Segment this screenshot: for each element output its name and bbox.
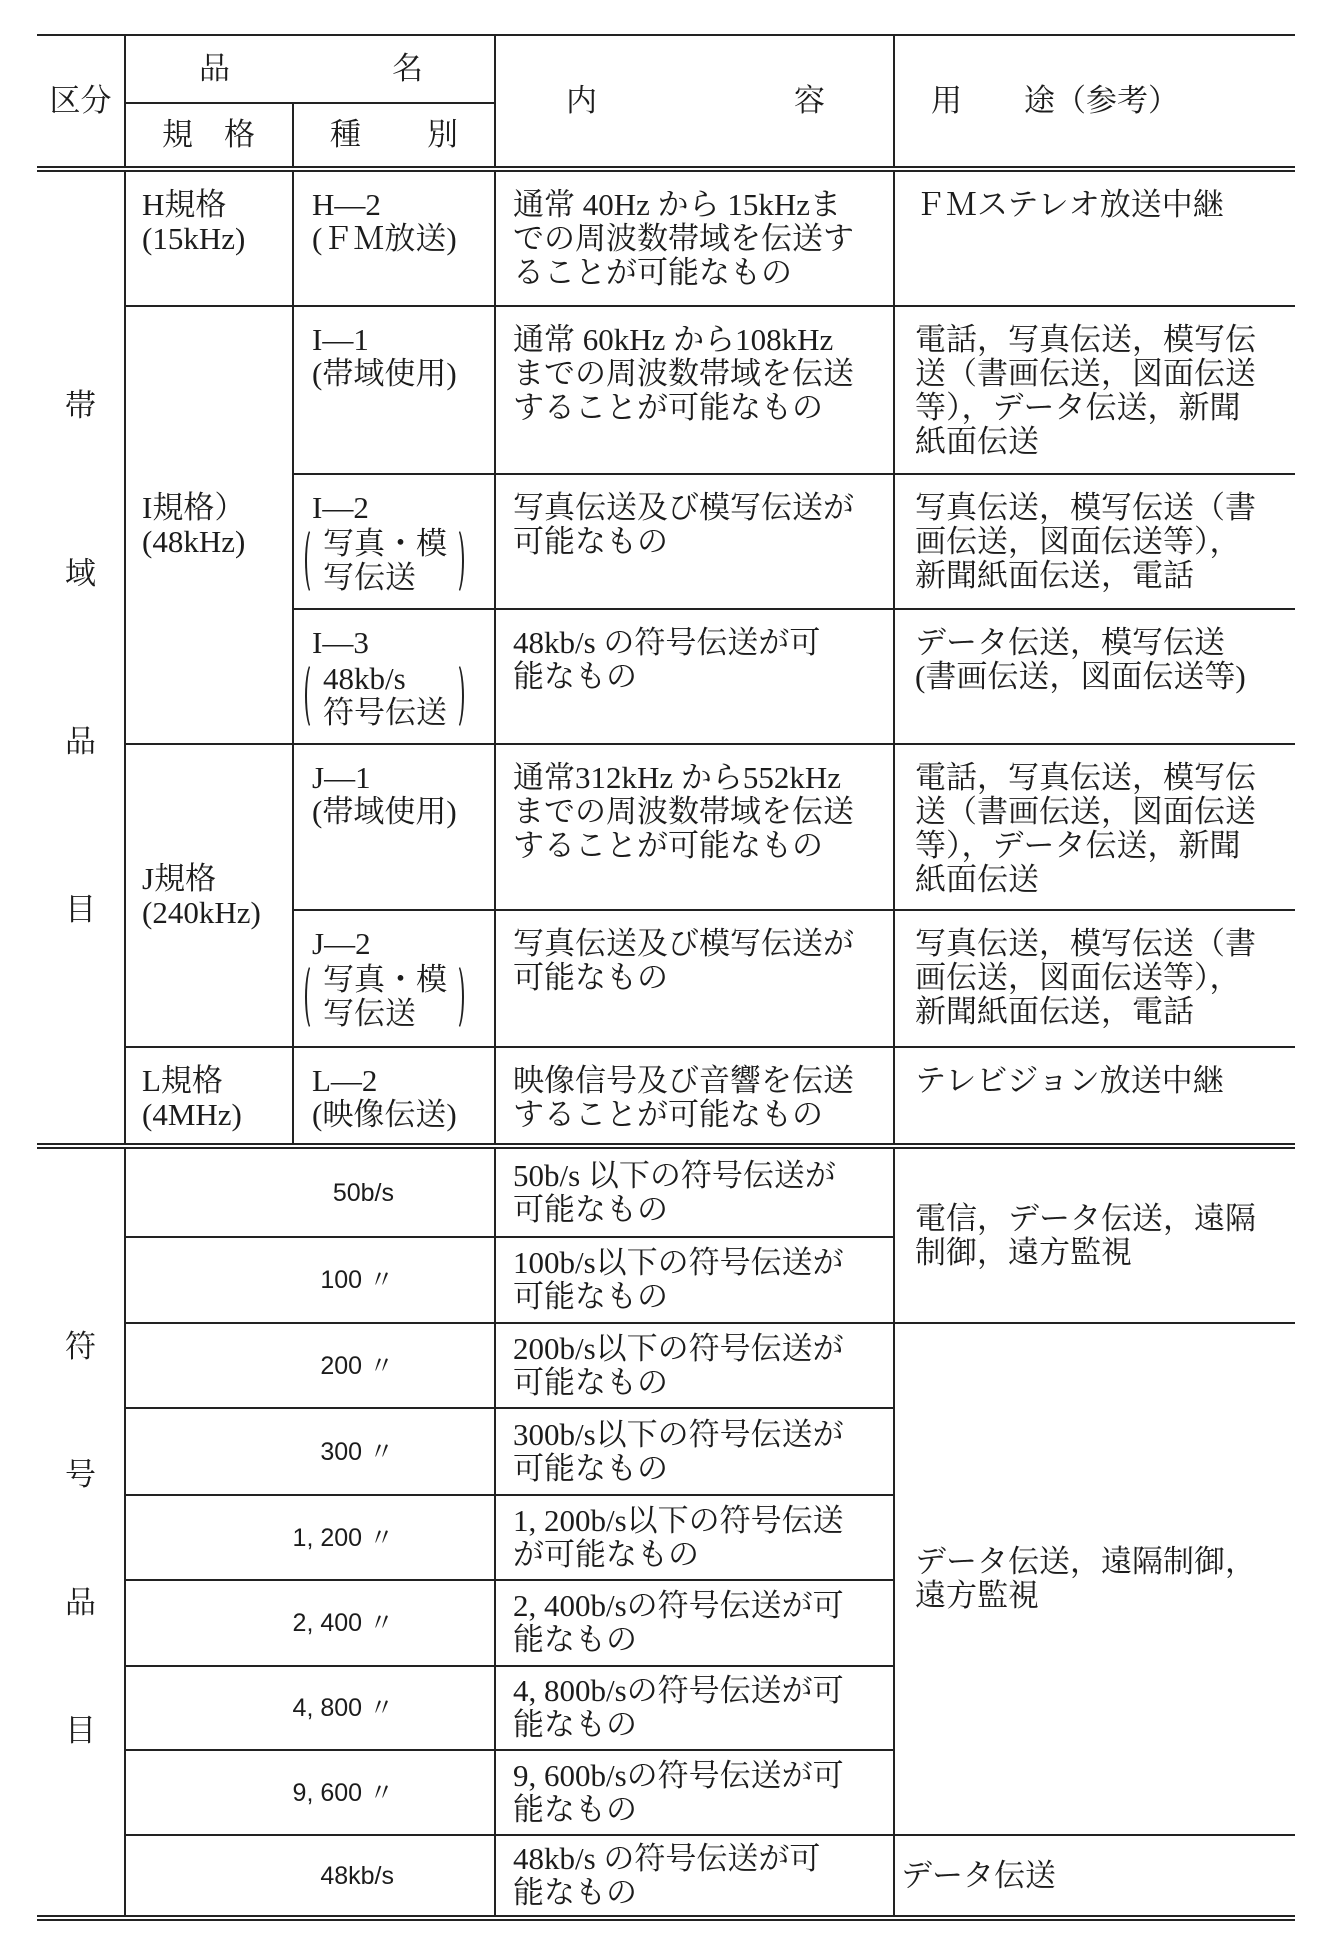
rate-cell <box>125 1237 495 1323</box>
use-cell <box>894 1323 1295 1835</box>
table-row <box>37 1146 1295 1237</box>
line-category-table <box>37 34 1295 1921</box>
type-note-bracketed <box>305 963 494 1031</box>
type-code: H—2 <box>312 187 381 222</box>
section-label-char: 目 <box>65 891 96 927</box>
use-text: 電信，データ伝送，遠隔 制御，遠方監視 <box>915 1200 1256 1270</box>
header-category <box>37 35 125 169</box>
header-type-char: 種 <box>330 117 361 152</box>
header-content-char: 容 <box>794 83 825 118</box>
type-note-line: 写真・模 <box>323 526 447 561</box>
type-note-lines <box>320 527 449 595</box>
type-cell <box>293 744 495 910</box>
use-cell <box>894 910 1295 1047</box>
table-row <box>37 169 1295 306</box>
content-cell <box>495 474 894 609</box>
standard-cell <box>125 306 293 744</box>
content-cell <box>495 1666 894 1750</box>
rate-label: 300 〃 <box>320 1437 394 1466</box>
type-code: J—1 <box>312 760 371 795</box>
rate-label: 200 〃 <box>320 1351 394 1380</box>
standard-band: (4MHz) <box>142 1097 242 1132</box>
type-code: J—2 <box>312 926 371 961</box>
type-cell <box>293 306 495 474</box>
type-cell <box>293 609 495 744</box>
type-code: L—2 <box>312 1063 378 1098</box>
type-note: (映像伝送) <box>312 1097 457 1132</box>
content-text: 9, 600b/sの符号伝送が可 能なもの <box>513 1757 844 1827</box>
content-text: 写真伝送及び模写伝送が 可能なもの <box>513 926 854 995</box>
section-label-code <box>37 1146 125 1918</box>
content-cell <box>495 910 894 1047</box>
standard-band: (240kHz) <box>142 894 261 930</box>
section-label <box>37 389 124 927</box>
use-cell <box>894 169 1295 306</box>
header-product-name <box>125 35 495 103</box>
rate-label: 9, 600 〃 <box>292 1778 394 1807</box>
section-label-char: 品 <box>65 1585 96 1620</box>
section-label-char: 品 <box>65 723 96 759</box>
type-note-bracketed <box>305 662 494 730</box>
rate-label: 4, 800 〃 <box>292 1694 394 1722</box>
content-text: 写真伝送及び模写伝送が 可能なもの <box>513 490 854 559</box>
content-text: 通常312kHz から552kHz までの周波数帯域を伝送 することが可能なもの <box>513 760 854 863</box>
header-use-label: 用 途（参考） <box>931 83 1179 118</box>
header-type-char: 別 <box>427 117 458 152</box>
rate-label: 100 〃 <box>320 1266 394 1294</box>
section-label-char: 域 <box>65 555 96 591</box>
section-label-char: 目 <box>65 1713 96 1748</box>
content-cell <box>495 1323 894 1408</box>
section-label-char: 号 <box>65 1457 96 1492</box>
use-text: 写真伝送，模写伝送（書 画伝送，図面伝送等）， 新聞紙面伝送，電話 <box>915 926 1256 1029</box>
header-category-label: 区分 <box>49 83 112 118</box>
standard-name: L規格 <box>142 1063 223 1098</box>
content-text: 48kb/s の符号伝送が可 能なもの <box>513 625 821 694</box>
right-bracket-shape <box>449 963 464 1031</box>
content-text: 300b/s以下の符号伝送が 可能なもの <box>513 1416 844 1486</box>
content-cell <box>495 1146 894 1237</box>
header-use <box>894 35 1295 169</box>
type-note-line: 写伝送 <box>323 560 416 595</box>
content-cell <box>495 1495 894 1580</box>
type-note-line: 写伝送 <box>323 996 416 1031</box>
type-note-lines <box>320 963 449 1031</box>
table-row <box>37 744 1295 910</box>
section-label-char: 帯 <box>65 387 96 423</box>
type-note: (帯域使用) <box>312 794 457 829</box>
use-text: データ伝送 <box>901 1857 1056 1893</box>
rate-label: 48kb/s <box>320 1861 394 1890</box>
content-cell <box>495 1047 894 1146</box>
content-text: 通常 40Hz から 15kHzま での周波数帯域を伝送す ることが可能なもの <box>513 187 854 290</box>
standard-name: I規格） <box>142 490 246 525</box>
use-text: ＦＭステレオ放送中継 <box>915 187 1224 222</box>
standard-band: (48kHz) <box>142 524 246 559</box>
standard-name: H規格 <box>142 187 227 222</box>
header-content <box>495 35 894 169</box>
rate-cell <box>125 1146 495 1237</box>
rate-cell <box>125 1323 495 1408</box>
type-cell <box>293 1047 495 1146</box>
type-note-lines <box>320 662 449 730</box>
type-note-bracketed <box>305 527 494 595</box>
content-cell <box>495 609 894 744</box>
content-text: 200b/s以下の符号伝送が 可能なもの <box>513 1330 844 1400</box>
use-text: データ伝送，遠隔制御， 遠方監視 <box>915 1544 1256 1613</box>
content-cell <box>495 1580 894 1666</box>
rate-cell <box>125 1835 495 1918</box>
content-text: 映像信号及び音響を伝送 することが可能なもの <box>513 1063 854 1132</box>
rate-cell <box>125 1750 495 1835</box>
table-row <box>37 1047 1295 1146</box>
standard-band: (15kHz) <box>142 221 246 256</box>
left-bracket-shape <box>305 527 320 595</box>
use-cell <box>894 1146 1295 1323</box>
header-product-name-char: 名 <box>392 51 423 86</box>
rate-label: 50b/s <box>332 1178 394 1207</box>
content-cell <box>495 744 894 910</box>
type-cell <box>293 474 495 609</box>
type-note-line: 48kb/s <box>323 661 406 696</box>
header-standard <box>125 103 293 169</box>
content-text: 1, 200b/s以下の符号伝送 が可能なもの <box>513 1502 844 1572</box>
use-cell <box>894 306 1295 474</box>
table-row <box>37 306 1295 474</box>
section-label <box>37 1316 124 1748</box>
header-row <box>37 35 1295 103</box>
header-type-label <box>294 118 494 152</box>
header-standard-char: 格 <box>224 117 255 152</box>
content-text: 100b/s以下の符号伝送が 可能なもの <box>513 1245 844 1314</box>
content-text: 50b/s 以下の符号伝送が 可能なもの <box>513 1157 836 1227</box>
standard-cell <box>125 744 293 1047</box>
use-text: 写真伝送，模写伝送（書 画伝送，図面伝送等）， 新聞紙面伝送，電話 <box>915 490 1256 593</box>
use-cell <box>894 1835 1295 1918</box>
header-product-name-label <box>126 52 494 86</box>
type-note: (ＦＭ放送) <box>312 221 457 256</box>
table-row <box>37 1835 1295 1918</box>
rate-cell <box>125 1495 495 1580</box>
use-text: 電話，写真伝送，模写伝 送（書画伝送，図面伝送 等），データ伝送，新聞 紙面伝送 <box>915 760 1256 897</box>
content-cell <box>495 1237 894 1323</box>
rate-cell <box>125 1666 495 1750</box>
use-text: 電話，写真伝送，模写伝 送（書画伝送，図面伝送 等），データ伝送，新聞 紙面伝送 <box>915 322 1256 459</box>
use-cell <box>894 1047 1295 1146</box>
left-bracket-shape <box>305 963 320 1031</box>
header-content-char: 内 <box>566 83 597 118</box>
standard-cell <box>125 1047 293 1146</box>
type-cell <box>293 910 495 1047</box>
header-product-name-char: 品 <box>199 51 230 86</box>
type-code: I—3 <box>312 625 369 660</box>
content-cell <box>495 169 894 306</box>
header-content-label <box>496 84 893 118</box>
type-note-line: 写真・模 <box>323 962 447 997</box>
content-text: 2, 400b/sの符号伝送が可 能なもの <box>513 1588 844 1657</box>
use-text: テレビジョン放送中継 <box>915 1063 1224 1098</box>
rate-label: 2, 400 〃 <box>292 1609 394 1637</box>
header-standard-char: 規 <box>162 117 193 152</box>
type-note-line: 符号伝送 <box>323 695 447 730</box>
section-label-char: 符 <box>65 1329 96 1364</box>
header-type <box>293 103 495 169</box>
rate-label: 1, 200 〃 <box>292 1523 394 1552</box>
content-cell <box>495 1408 894 1495</box>
type-code: I—1 <box>312 322 369 357</box>
content-cell <box>495 1835 894 1918</box>
right-bracket-shape <box>449 662 464 730</box>
standard-name: J規格 <box>142 860 217 896</box>
content-text: 通常 60kHz から108kHz までの周波数帯域を伝送 することが可能なもの <box>513 322 854 425</box>
content-text: 48kb/s の符号伝送が可 能なもの <box>513 1840 821 1910</box>
use-cell <box>894 609 1295 744</box>
header-standard-label <box>126 118 292 152</box>
right-bracket-shape <box>449 527 464 595</box>
left-bracket-shape <box>305 662 320 730</box>
rate-cell <box>125 1408 495 1495</box>
standard-cell <box>125 169 293 306</box>
type-cell <box>293 169 495 306</box>
content-text: 4, 800b/sの符号伝送が可 能なもの <box>513 1673 844 1742</box>
use-cell <box>894 744 1295 910</box>
table-row <box>37 1323 1295 1408</box>
content-cell <box>495 1750 894 1835</box>
use-cell <box>894 474 1295 609</box>
type-code: I—2 <box>312 490 369 525</box>
section-label-bandwidth <box>37 169 125 1146</box>
use-text: データ伝送，模写伝送 (書画伝送，図面伝送等) <box>915 625 1246 694</box>
content-cell <box>495 306 894 474</box>
type-note: (帯域使用) <box>312 356 457 391</box>
rate-cell <box>125 1580 495 1666</box>
